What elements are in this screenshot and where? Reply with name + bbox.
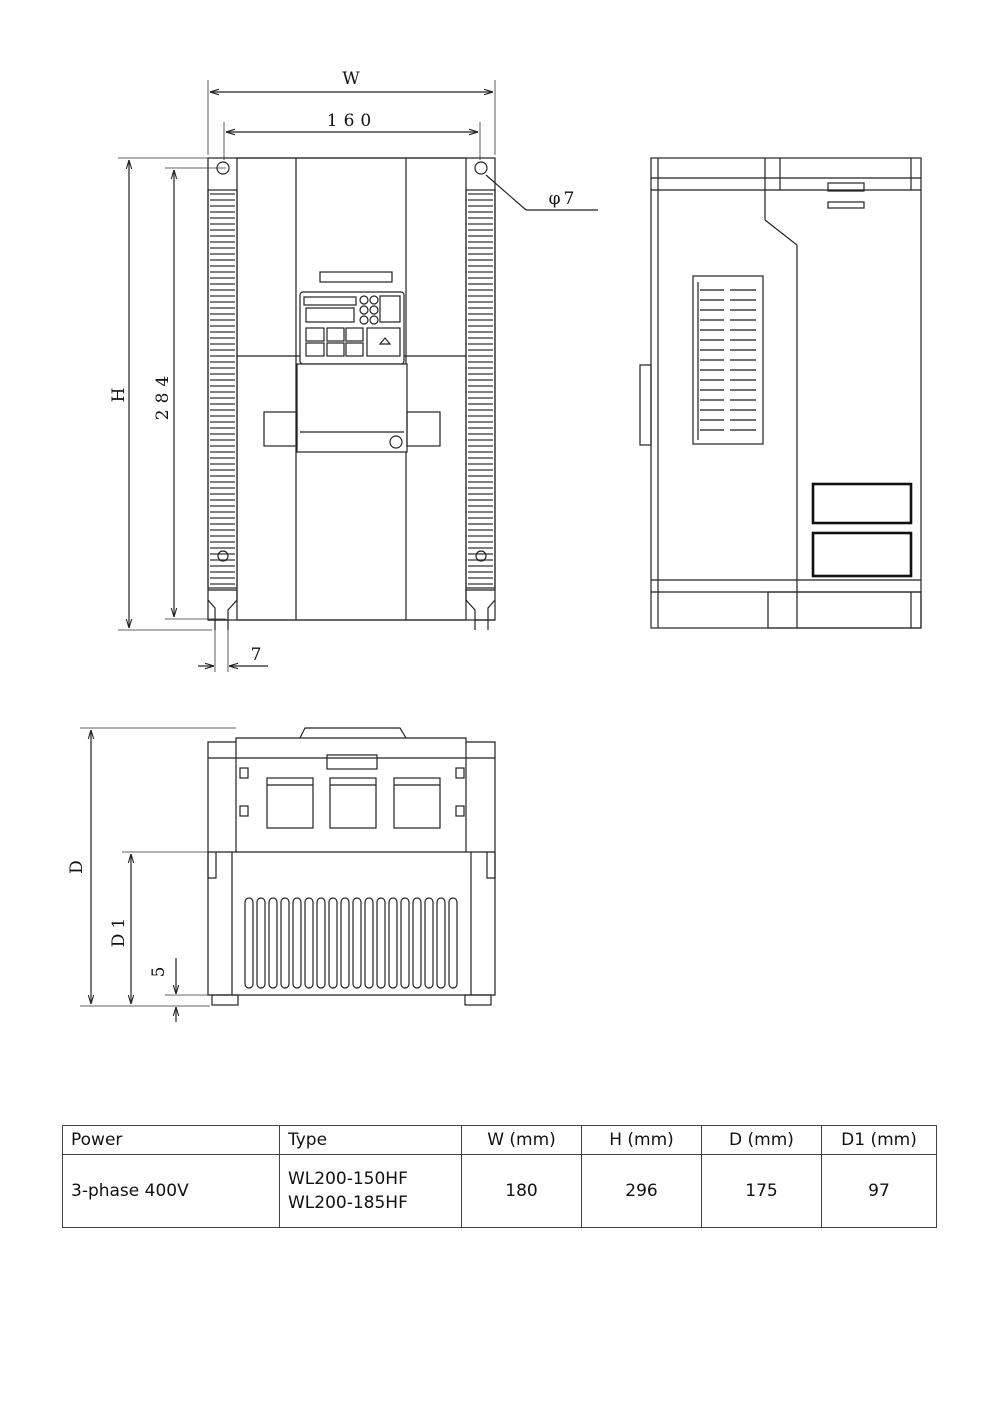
cell-d: 175 [702, 1155, 822, 1228]
table-header-row [63, 1126, 937, 1155]
mounting-width-label: 160 [326, 111, 378, 131]
dimension-table [62, 1125, 937, 1228]
type-model: WL200-185HF [288, 1193, 408, 1213]
table-row [63, 1155, 937, 1228]
header-d: D (mm) [702, 1126, 822, 1155]
mounting-height-label: 284 [153, 369, 173, 421]
cell-w: 180 [462, 1155, 582, 1228]
header-d1: D1 (mm) [822, 1126, 937, 1155]
hole-diameter-label: φ7 [548, 189, 578, 209]
type-model: WL200-150HF [288, 1169, 408, 1189]
header-w: W (mm) [462, 1126, 582, 1155]
side-view [640, 158, 921, 628]
cell-type [280, 1155, 462, 1228]
header-power: Power [63, 1126, 280, 1155]
bottom-view [67, 728, 495, 1022]
depth-label: D [67, 860, 87, 874]
cell-d1: 97 [822, 1155, 937, 1228]
cell-power: 3-phase 400V [63, 1155, 280, 1228]
width-label: W [342, 69, 360, 89]
header-h: H (mm) [582, 1126, 702, 1155]
bottom-offset-label: 5 [149, 966, 169, 978]
header-type: Type [280, 1126, 462, 1155]
depth-d1-label: D1 [109, 912, 129, 948]
front-view [109, 69, 598, 672]
cell-h: 296 [582, 1155, 702, 1228]
height-label: H [109, 387, 129, 403]
foot-width-label: 7 [250, 645, 262, 665]
